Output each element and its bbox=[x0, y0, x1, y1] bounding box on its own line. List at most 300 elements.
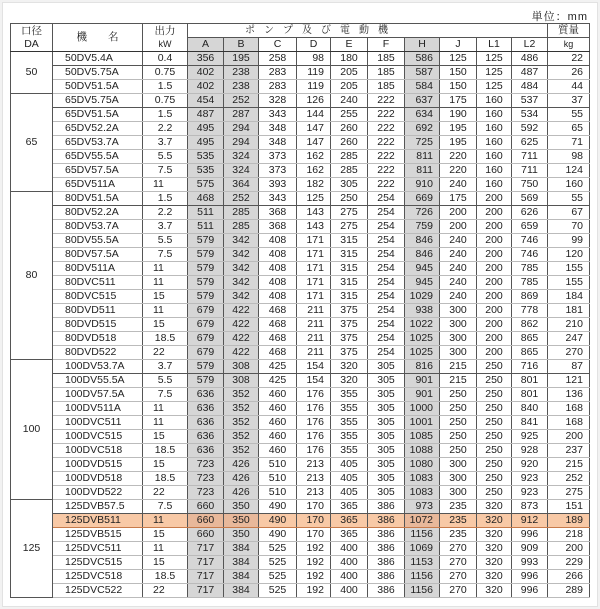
cell-dim-e: 355 bbox=[331, 416, 368, 430]
cell-dim-d: 170 bbox=[297, 514, 331, 528]
cell-dim-a: 495 bbox=[188, 122, 224, 136]
cell-dim-e: 240 bbox=[331, 94, 368, 108]
table-row bbox=[11, 584, 590, 598]
cell-dim-j: 125 bbox=[440, 52, 477, 66]
cell-model-name: 65DV52.2A bbox=[53, 122, 143, 136]
header-dim-f: F bbox=[368, 38, 405, 52]
cell-dim-e: 260 bbox=[331, 122, 368, 136]
cell-weight-kg: 252 bbox=[548, 472, 590, 486]
cell-dim-c: 408 bbox=[259, 248, 297, 262]
cell-dim-b: 426 bbox=[224, 486, 259, 500]
header-weight: 質量 bbox=[548, 24, 590, 38]
cell-dim-j: 220 bbox=[440, 150, 477, 164]
cell-dim-l1: 250 bbox=[477, 388, 512, 402]
cell-model-name: 125DVB57.5 bbox=[53, 500, 143, 514]
cell-dim-e: 400 bbox=[331, 584, 368, 598]
cell-dim-l1: 200 bbox=[477, 276, 512, 290]
cell-model-name: 100DV55.5A bbox=[53, 374, 143, 388]
header-da: 口径 DA bbox=[11, 24, 53, 52]
cell-weight-kg: 168 bbox=[548, 402, 590, 416]
cell-dim-d: 171 bbox=[297, 276, 331, 290]
cell-dim-l2: 862 bbox=[512, 318, 548, 332]
cell-output-kw: 7.5 bbox=[143, 164, 188, 178]
cell-dim-e: 400 bbox=[331, 556, 368, 570]
cell-dim-a: 636 bbox=[188, 444, 224, 458]
cell-dim-c: 525 bbox=[259, 556, 297, 570]
cell-dim-l1: 250 bbox=[477, 360, 512, 374]
cell-dim-h: 1025 bbox=[405, 332, 440, 346]
cell-dim-l1: 125 bbox=[477, 80, 512, 94]
cell-dim-d: 211 bbox=[297, 318, 331, 332]
cell-weight-kg: 120 bbox=[548, 248, 590, 262]
cell-dim-b: 294 bbox=[224, 136, 259, 150]
cell-dim-d: 192 bbox=[297, 570, 331, 584]
table-row bbox=[11, 556, 590, 570]
cell-dim-h: 1153 bbox=[405, 556, 440, 570]
cell-dim-f: 222 bbox=[368, 122, 405, 136]
cell-dim-h: 669 bbox=[405, 192, 440, 206]
cell-dim-a: 717 bbox=[188, 542, 224, 556]
cell-dim-f: 305 bbox=[368, 360, 405, 374]
cell-dim-b: 352 bbox=[224, 444, 259, 458]
cell-dim-a: 679 bbox=[188, 332, 224, 346]
cell-dim-j: 235 bbox=[440, 528, 477, 542]
table-row bbox=[11, 458, 590, 472]
cell-dim-b: 238 bbox=[224, 66, 259, 80]
cell-dim-e: 375 bbox=[331, 346, 368, 360]
cell-dim-h: 637 bbox=[405, 94, 440, 108]
cell-weight-kg: 98 bbox=[548, 150, 590, 164]
cell-dim-e: 275 bbox=[331, 206, 368, 220]
table-row bbox=[11, 374, 590, 388]
cell-dim-l2: 996 bbox=[512, 528, 548, 542]
table-row bbox=[11, 570, 590, 584]
cell-dim-c: 373 bbox=[259, 164, 297, 178]
cell-dim-f: 386 bbox=[368, 570, 405, 584]
cell-dim-l1: 250 bbox=[477, 444, 512, 458]
cell-dim-d: 170 bbox=[297, 500, 331, 514]
cell-dim-d: 147 bbox=[297, 122, 331, 136]
cell-dim-l2: 785 bbox=[512, 262, 548, 276]
cell-dim-a: 679 bbox=[188, 346, 224, 360]
cell-dim-h: 1156 bbox=[405, 528, 440, 542]
table-row bbox=[11, 318, 590, 332]
cell-dim-j: 270 bbox=[440, 542, 477, 556]
cell-dim-j: 240 bbox=[440, 178, 477, 192]
cell-dim-e: 205 bbox=[331, 80, 368, 94]
cell-output-kw: 7.5 bbox=[143, 248, 188, 262]
cell-model-name: 80DVD511 bbox=[53, 304, 143, 318]
cell-dim-l2: 993 bbox=[512, 556, 548, 570]
cell-model-name: 100DVD515 bbox=[53, 458, 143, 472]
cell-dim-f: 222 bbox=[368, 164, 405, 178]
cell-dim-b: 426 bbox=[224, 472, 259, 486]
cell-dim-c: 343 bbox=[259, 108, 297, 122]
cell-dim-a: 717 bbox=[188, 556, 224, 570]
cell-dim-a: 723 bbox=[188, 472, 224, 486]
cell-dim-a: 511 bbox=[188, 206, 224, 220]
cell-dim-d: 176 bbox=[297, 430, 331, 444]
cell-weight-kg: 70 bbox=[548, 220, 590, 234]
cell-dim-l2: 711 bbox=[512, 150, 548, 164]
cell-dim-l2: 569 bbox=[512, 192, 548, 206]
cell-dim-j: 240 bbox=[440, 262, 477, 276]
cell-model-name: 80DVC515 bbox=[53, 290, 143, 304]
cell-weight-kg: 124 bbox=[548, 164, 590, 178]
cell-model-name: 65DV53.7A bbox=[53, 136, 143, 150]
cell-da: 65 bbox=[11, 94, 53, 192]
cell-dim-h: 587 bbox=[405, 66, 440, 80]
table-row bbox=[11, 178, 590, 192]
cell-dim-f: 305 bbox=[368, 486, 405, 500]
cell-dim-l1: 160 bbox=[477, 122, 512, 136]
cell-dim-h: 938 bbox=[405, 304, 440, 318]
cell-dim-h: 584 bbox=[405, 80, 440, 94]
cell-dim-f: 222 bbox=[368, 150, 405, 164]
header-dim-l2: L2 bbox=[512, 38, 548, 52]
cell-dim-e: 260 bbox=[331, 136, 368, 150]
cell-dim-a: 723 bbox=[188, 486, 224, 500]
cell-output-kw: 11 bbox=[143, 276, 188, 290]
cell-dim-c: 460 bbox=[259, 388, 297, 402]
cell-dim-j: 300 bbox=[440, 332, 477, 346]
cell-dim-l1: 200 bbox=[477, 192, 512, 206]
cell-weight-kg: 184 bbox=[548, 290, 590, 304]
cell-dim-h: 1001 bbox=[405, 416, 440, 430]
cell-weight-kg: 218 bbox=[548, 528, 590, 542]
cell-dim-l2: 996 bbox=[512, 570, 548, 584]
cell-weight-kg: 67 bbox=[548, 206, 590, 220]
cell-dim-e: 320 bbox=[331, 374, 368, 388]
cell-dim-l1: 200 bbox=[477, 248, 512, 262]
header-dim-l1: L1 bbox=[477, 38, 512, 52]
cell-dim-a: 660 bbox=[188, 500, 224, 514]
cell-dim-e: 355 bbox=[331, 430, 368, 444]
cell-dim-b: 324 bbox=[224, 150, 259, 164]
cell-dim-j: 250 bbox=[440, 416, 477, 430]
cell-dim-e: 400 bbox=[331, 570, 368, 584]
cell-dim-l2: 484 bbox=[512, 80, 548, 94]
cell-dim-c: 283 bbox=[259, 80, 297, 94]
cell-dim-l1: 320 bbox=[477, 514, 512, 528]
table-row bbox=[11, 486, 590, 500]
cell-weight-kg: 247 bbox=[548, 332, 590, 346]
cell-dim-c: 510 bbox=[259, 486, 297, 500]
cell-dim-h: 1088 bbox=[405, 444, 440, 458]
cell-dim-f: 222 bbox=[368, 108, 405, 122]
cell-dim-a: 579 bbox=[188, 374, 224, 388]
cell-output-kw: 15 bbox=[143, 528, 188, 542]
cell-dim-j: 150 bbox=[440, 80, 477, 94]
cell-dim-a: 579 bbox=[188, 262, 224, 276]
cell-dim-h: 811 bbox=[405, 150, 440, 164]
cell-output-kw: 3.7 bbox=[143, 136, 188, 150]
cell-dim-l2: 840 bbox=[512, 402, 548, 416]
cell-dim-c: 408 bbox=[259, 262, 297, 276]
cell-dim-h: 726 bbox=[405, 206, 440, 220]
cell-weight-kg: 270 bbox=[548, 346, 590, 360]
cell-dim-b: 384 bbox=[224, 570, 259, 584]
cell-dim-e: 405 bbox=[331, 458, 368, 472]
header-dim-b: B bbox=[224, 38, 259, 52]
cell-dim-b: 238 bbox=[224, 80, 259, 94]
cell-output-kw: 7.5 bbox=[143, 388, 188, 402]
cell-dim-f: 185 bbox=[368, 66, 405, 80]
cell-dim-l2: 534 bbox=[512, 108, 548, 122]
table-row bbox=[11, 332, 590, 346]
cell-dim-j: 200 bbox=[440, 220, 477, 234]
cell-output-kw: 18.5 bbox=[143, 472, 188, 486]
cell-dim-l1: 160 bbox=[477, 150, 512, 164]
cell-dim-j: 215 bbox=[440, 374, 477, 388]
cell-dim-c: 348 bbox=[259, 122, 297, 136]
cell-dim-b: 422 bbox=[224, 304, 259, 318]
cell-dim-j: 190 bbox=[440, 108, 477, 122]
cell-dim-l1: 125 bbox=[477, 52, 512, 66]
cell-dim-c: 460 bbox=[259, 416, 297, 430]
cell-weight-kg: 189 bbox=[548, 514, 590, 528]
cell-dim-b: 195 bbox=[224, 52, 259, 66]
cell-dim-f: 254 bbox=[368, 220, 405, 234]
cell-dim-a: 636 bbox=[188, 430, 224, 444]
cell-dim-l2: 659 bbox=[512, 220, 548, 234]
cell-model-name: 80DV52.2A bbox=[53, 206, 143, 220]
cell-dim-j: 270 bbox=[440, 584, 477, 598]
cell-dim-e: 355 bbox=[331, 444, 368, 458]
cell-dim-c: 408 bbox=[259, 276, 297, 290]
cell-dim-j: 195 bbox=[440, 122, 477, 136]
cell-weight-kg: 26 bbox=[548, 66, 590, 80]
cell-dim-l2: 865 bbox=[512, 346, 548, 360]
cell-weight-kg: 237 bbox=[548, 444, 590, 458]
cell-dim-j: 220 bbox=[440, 164, 477, 178]
cell-dim-h: 1000 bbox=[405, 402, 440, 416]
table-row bbox=[11, 220, 590, 234]
header-dim-d: D bbox=[297, 38, 331, 52]
cell-dim-d: 126 bbox=[297, 94, 331, 108]
cell-dim-h: 1022 bbox=[405, 318, 440, 332]
cell-model-name: 50DV51.5A bbox=[53, 80, 143, 94]
cell-model-name: 80DV53.7A bbox=[53, 220, 143, 234]
cell-dim-a: 636 bbox=[188, 416, 224, 430]
cell-dim-f: 185 bbox=[368, 80, 405, 94]
cell-model-name: 80DV51.5A bbox=[53, 192, 143, 206]
cell-dim-f: 386 bbox=[368, 528, 405, 542]
cell-model-name: 100DVC515 bbox=[53, 430, 143, 444]
cell-model-name: 100DVD522 bbox=[53, 486, 143, 500]
cell-model-name: 80DV55.5A bbox=[53, 234, 143, 248]
cell-da: 80 bbox=[11, 192, 53, 360]
cell-dim-b: 342 bbox=[224, 276, 259, 290]
cell-dim-f: 222 bbox=[368, 178, 405, 192]
header-dim-h: H bbox=[405, 38, 440, 52]
cell-dim-h: 1029 bbox=[405, 290, 440, 304]
cell-dim-l1: 250 bbox=[477, 374, 512, 388]
cell-output-kw: 22 bbox=[143, 486, 188, 500]
cell-weight-kg: 65 bbox=[548, 122, 590, 136]
cell-dim-l1: 250 bbox=[477, 416, 512, 430]
table-row bbox=[11, 542, 590, 556]
cell-model-name: 65DV55.5A bbox=[53, 150, 143, 164]
cell-dim-j: 300 bbox=[440, 304, 477, 318]
cell-dim-l2: 537 bbox=[512, 94, 548, 108]
cell-dim-l1: 200 bbox=[477, 332, 512, 346]
cell-dim-l1: 250 bbox=[477, 402, 512, 416]
cell-dim-f: 254 bbox=[368, 234, 405, 248]
cell-model-name: 80DVD518 bbox=[53, 332, 143, 346]
cell-output-kw: 0.75 bbox=[143, 94, 188, 108]
cell-dim-h: 816 bbox=[405, 360, 440, 374]
cell-dim-l1: 320 bbox=[477, 542, 512, 556]
table-row bbox=[11, 136, 590, 150]
cell-dim-j: 300 bbox=[440, 486, 477, 500]
cell-dim-f: 254 bbox=[368, 304, 405, 318]
cell-dim-f: 386 bbox=[368, 500, 405, 514]
cell-dim-b: 308 bbox=[224, 360, 259, 374]
cell-dim-f: 386 bbox=[368, 556, 405, 570]
cell-dim-l1: 200 bbox=[477, 346, 512, 360]
cell-dim-b: 352 bbox=[224, 388, 259, 402]
cell-dim-d: 154 bbox=[297, 360, 331, 374]
cell-dim-h: 910 bbox=[405, 178, 440, 192]
header-pump-motor: ポンプ及び電動機 bbox=[188, 24, 548, 38]
cell-dim-l1: 160 bbox=[477, 178, 512, 192]
table-header bbox=[11, 24, 590, 52]
table-row bbox=[11, 500, 590, 514]
cell-dim-l2: 711 bbox=[512, 164, 548, 178]
cell-output-kw: 11 bbox=[143, 402, 188, 416]
cell-dim-j: 240 bbox=[440, 248, 477, 262]
cell-output-kw: 7.5 bbox=[143, 500, 188, 514]
cell-dim-l2: 486 bbox=[512, 52, 548, 66]
cell-output-kw: 11 bbox=[143, 178, 188, 192]
cell-dim-l2: 592 bbox=[512, 122, 548, 136]
cell-model-name: 50DV5.4A bbox=[53, 52, 143, 66]
table-row bbox=[11, 514, 590, 528]
cell-dim-h: 901 bbox=[405, 374, 440, 388]
cell-dim-e: 375 bbox=[331, 318, 368, 332]
cell-dim-d: 171 bbox=[297, 262, 331, 276]
cell-dim-b: 384 bbox=[224, 584, 259, 598]
cell-dim-l1: 200 bbox=[477, 290, 512, 304]
cell-dim-d: 125 bbox=[297, 192, 331, 206]
table-row bbox=[11, 108, 590, 122]
cell-model-name: 100DVD518 bbox=[53, 472, 143, 486]
cell-dim-b: 352 bbox=[224, 416, 259, 430]
cell-weight-kg: 168 bbox=[548, 416, 590, 430]
cell-dim-d: 192 bbox=[297, 556, 331, 570]
cell-dim-h: 945 bbox=[405, 262, 440, 276]
cell-output-kw: 5.5 bbox=[143, 234, 188, 248]
cell-dim-e: 305 bbox=[331, 178, 368, 192]
cell-dim-c: 348 bbox=[259, 136, 297, 150]
cell-dim-j: 270 bbox=[440, 556, 477, 570]
unit-label: 単位：mm bbox=[531, 11, 588, 23]
cell-model-name: 65DV5.75A bbox=[53, 94, 143, 108]
cell-dim-h: 1080 bbox=[405, 458, 440, 472]
cell-dim-l1: 200 bbox=[477, 234, 512, 248]
cell-dim-j: 235 bbox=[440, 500, 477, 514]
cell-dim-j: 300 bbox=[440, 318, 477, 332]
cell-dim-f: 386 bbox=[368, 514, 405, 528]
cell-model-name: 100DVC518 bbox=[53, 444, 143, 458]
cell-dim-c: 343 bbox=[259, 192, 297, 206]
cell-dim-h: 1085 bbox=[405, 430, 440, 444]
cell-dim-e: 180 bbox=[331, 52, 368, 66]
cell-dim-d: 147 bbox=[297, 136, 331, 150]
table-row bbox=[11, 276, 590, 290]
cell-dim-l2: 801 bbox=[512, 374, 548, 388]
cell-dim-b: 384 bbox=[224, 542, 259, 556]
cell-output-kw: 3.7 bbox=[143, 220, 188, 234]
cell-model-name: 80DV57.5A bbox=[53, 248, 143, 262]
cell-dim-b: 364 bbox=[224, 178, 259, 192]
cell-dim-c: 393 bbox=[259, 178, 297, 192]
header-dim-a: A bbox=[188, 38, 224, 52]
cell-output-kw: 15 bbox=[143, 458, 188, 472]
cell-dim-l1: 200 bbox=[477, 206, 512, 220]
cell-weight-kg: 121 bbox=[548, 374, 590, 388]
cell-dim-l2: 626 bbox=[512, 206, 548, 220]
cell-model-name: 65DV511A bbox=[53, 178, 143, 192]
cell-dim-l1: 250 bbox=[477, 458, 512, 472]
cell-dim-l1: 250 bbox=[477, 472, 512, 486]
cell-dim-d: 170 bbox=[297, 528, 331, 542]
cell-dim-c: 460 bbox=[259, 430, 297, 444]
cell-dim-a: 468 bbox=[188, 192, 224, 206]
cell-dim-d: 211 bbox=[297, 304, 331, 318]
header-dim-c: C bbox=[259, 38, 297, 52]
cell-output-kw: 11 bbox=[143, 514, 188, 528]
cell-dim-l1: 320 bbox=[477, 584, 512, 598]
cell-dim-f: 305 bbox=[368, 374, 405, 388]
table-row bbox=[11, 528, 590, 542]
cell-dim-b: 324 bbox=[224, 164, 259, 178]
cell-dim-a: 579 bbox=[188, 234, 224, 248]
cell-dim-f: 254 bbox=[368, 248, 405, 262]
cell-dim-e: 365 bbox=[331, 500, 368, 514]
cell-dim-e: 365 bbox=[331, 528, 368, 542]
cell-dim-j: 235 bbox=[440, 514, 477, 528]
table-row bbox=[11, 234, 590, 248]
cell-dim-h: 634 bbox=[405, 108, 440, 122]
cell-dim-j: 250 bbox=[440, 444, 477, 458]
cell-model-name: 125DVC518 bbox=[53, 570, 143, 584]
cell-dim-h: 945 bbox=[405, 276, 440, 290]
cell-dim-d: 98 bbox=[297, 52, 331, 66]
cell-model-name: 80DVD515 bbox=[53, 318, 143, 332]
cell-weight-kg: 275 bbox=[548, 486, 590, 500]
cell-dim-h: 1069 bbox=[405, 542, 440, 556]
cell-dim-f: 386 bbox=[368, 584, 405, 598]
cell-dim-e: 315 bbox=[331, 234, 368, 248]
cell-dim-j: 250 bbox=[440, 388, 477, 402]
cell-dim-a: 579 bbox=[188, 290, 224, 304]
cell-dim-l2: 996 bbox=[512, 584, 548, 598]
header-weight-unit: kg bbox=[548, 38, 590, 52]
cell-dim-h: 1083 bbox=[405, 486, 440, 500]
cell-dim-f: 305 bbox=[368, 430, 405, 444]
cell-weight-kg: 87 bbox=[548, 360, 590, 374]
cell-model-name: 100DV511A bbox=[53, 402, 143, 416]
cell-dim-d: 171 bbox=[297, 234, 331, 248]
cell-model-name: 125DVC522 bbox=[53, 584, 143, 598]
cell-dim-c: 490 bbox=[259, 514, 297, 528]
cell-dim-f: 305 bbox=[368, 458, 405, 472]
cell-dim-e: 255 bbox=[331, 108, 368, 122]
cell-dim-a: 723 bbox=[188, 458, 224, 472]
cell-dim-b: 350 bbox=[224, 514, 259, 528]
